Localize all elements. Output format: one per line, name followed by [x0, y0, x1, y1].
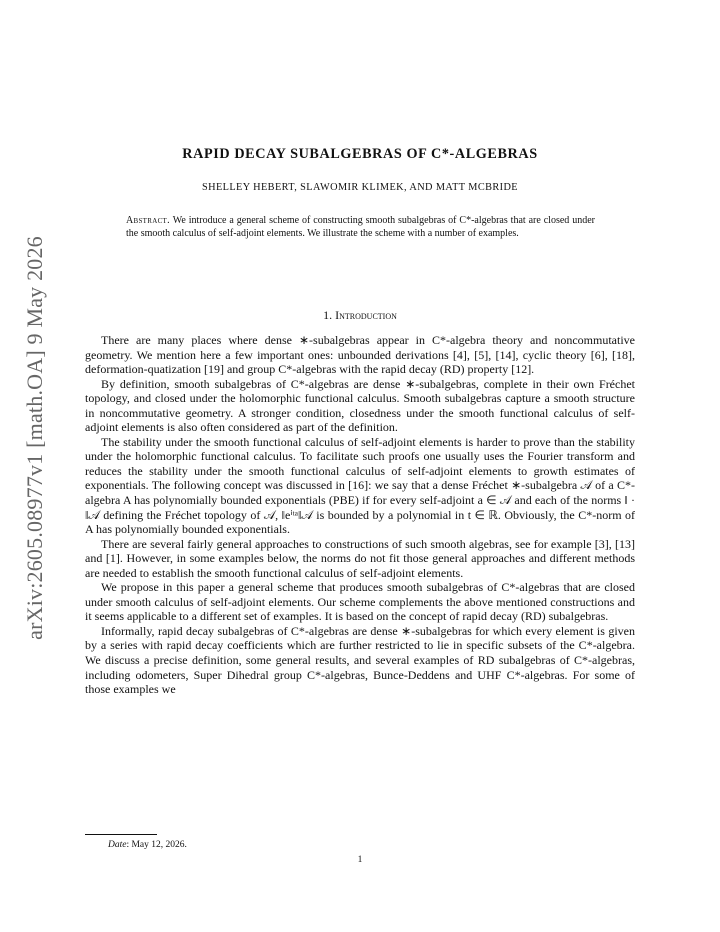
footnote-label: Date [108, 840, 127, 850]
paragraph: The stability under the smooth functional calculus of self-adjoint elements is harder to prove than the stability under the holomorphic functional calculus. To facilitate such proofs one usually uses the Fourier transform and reduces the stability under the smooth functional calculus of self-adjoint elements to growth estimates of exponentials. The following concept was discussed in [16]: we say that a dense Fréchet ∗-subalgebra 𝒜 of a C*-algebra A has polynomially bounded exponentials (PBE) if for every self-adjoint a ∈ 𝒜 and each of the norms ‖ · ‖𝒜 defining the Fréchet topology of 𝒜, ‖eⁱᵗᵃ‖𝒜 is bounded by a polynomial in t ∈ ℝ. Obviously, the C*-norm of A has polynomially bounded exponentials. [85, 434, 635, 537]
paper-authors: SHELLEY HEBERT, SLAWOMIR KLIMEK, AND MATT MCBRIDE [202, 182, 518, 193]
paragraph: Informally, rapid decay subalgebras of C*-algebras are dense ∗-subalgebras for which every element is given by a series with rapid decay coefficients which are further restricted to lie in specific subsets of the C*-algebra. We discuss a precise definition, some general results, and several examples of RD subalgebras of C*-algebras, including odometers, Super Dihedral group C*-algebras, Bunce-Deddens and UHF C*-algebras. For some of those examples we [85, 623, 635, 697]
section-title: Introduction [335, 308, 397, 322]
section-number: 1. [323, 308, 333, 322]
arxiv-identifier-stamp [20, 236, 50, 640]
page-number: 1 [357, 855, 363, 865]
paragraph: There are several fairly general approaches to constructions of such smooth algebras, see for example [3], [13] and [1]. However, in some examples below, the norms do not fit those general approaches and different methods are needed to establish the smooth functional calculus of self-adjoint elements. [85, 536, 635, 580]
body-text [85, 333, 635, 697]
footnote-rule [85, 834, 157, 835]
footnote-text: : May 12, 2026. [126, 840, 187, 850]
footnote [108, 840, 187, 850]
abstract [126, 215, 595, 241]
paper-title: RAPID DECAY SUBALGEBRAS OF C*-ALGEBRAS [182, 146, 538, 162]
paragraph: We propose in this paper a general scheme that produces smooth subalgebras of C*-algebras that are closed under smooth calculus of self-adjoint elements. Our scheme complements the above mentioned constructions and it seems applicable to a different set of examples. It is based on the concept of rapid decay (RD) subalgebras. [85, 580, 635, 624]
arxiv-identifier-text: arXiv:2605.08977v1 [math.OA] 9 May 2026 [22, 236, 47, 640]
paragraph: There are many places where dense ∗-subalgebras appear in C*-algebra theory and noncommutative geometry. We mention here a few important ones: unbounded derivations [4], [5], [14], cyclic theory [6], [18], deformation-quatization [19] and group C*-algebras with the rapid decay (RD) property [12]. [85, 333, 635, 377]
abstract-text: We introduce a general scheme of constructing smooth subalgebras of C*-algebras that are closed under the smooth calculus of self-adjoint elements. We illustrate the scheme with a number of examples. [126, 215, 595, 239]
paragraph: By definition, smooth subalgebras of C*-algebras are dense ∗-subalgebras, complete in their own Fréchet topology, and closed under the holomorphic functional calculus. Smooth subalgebras capture a smooth structure in noncommutative geometry. A stronger condition, closedness under the smooth functional calculus of self-adjoint elements is also often considered as part of the definition. [85, 376, 635, 435]
section-heading [0, 308, 720, 323]
abstract-label: Abstract. [126, 215, 170, 226]
